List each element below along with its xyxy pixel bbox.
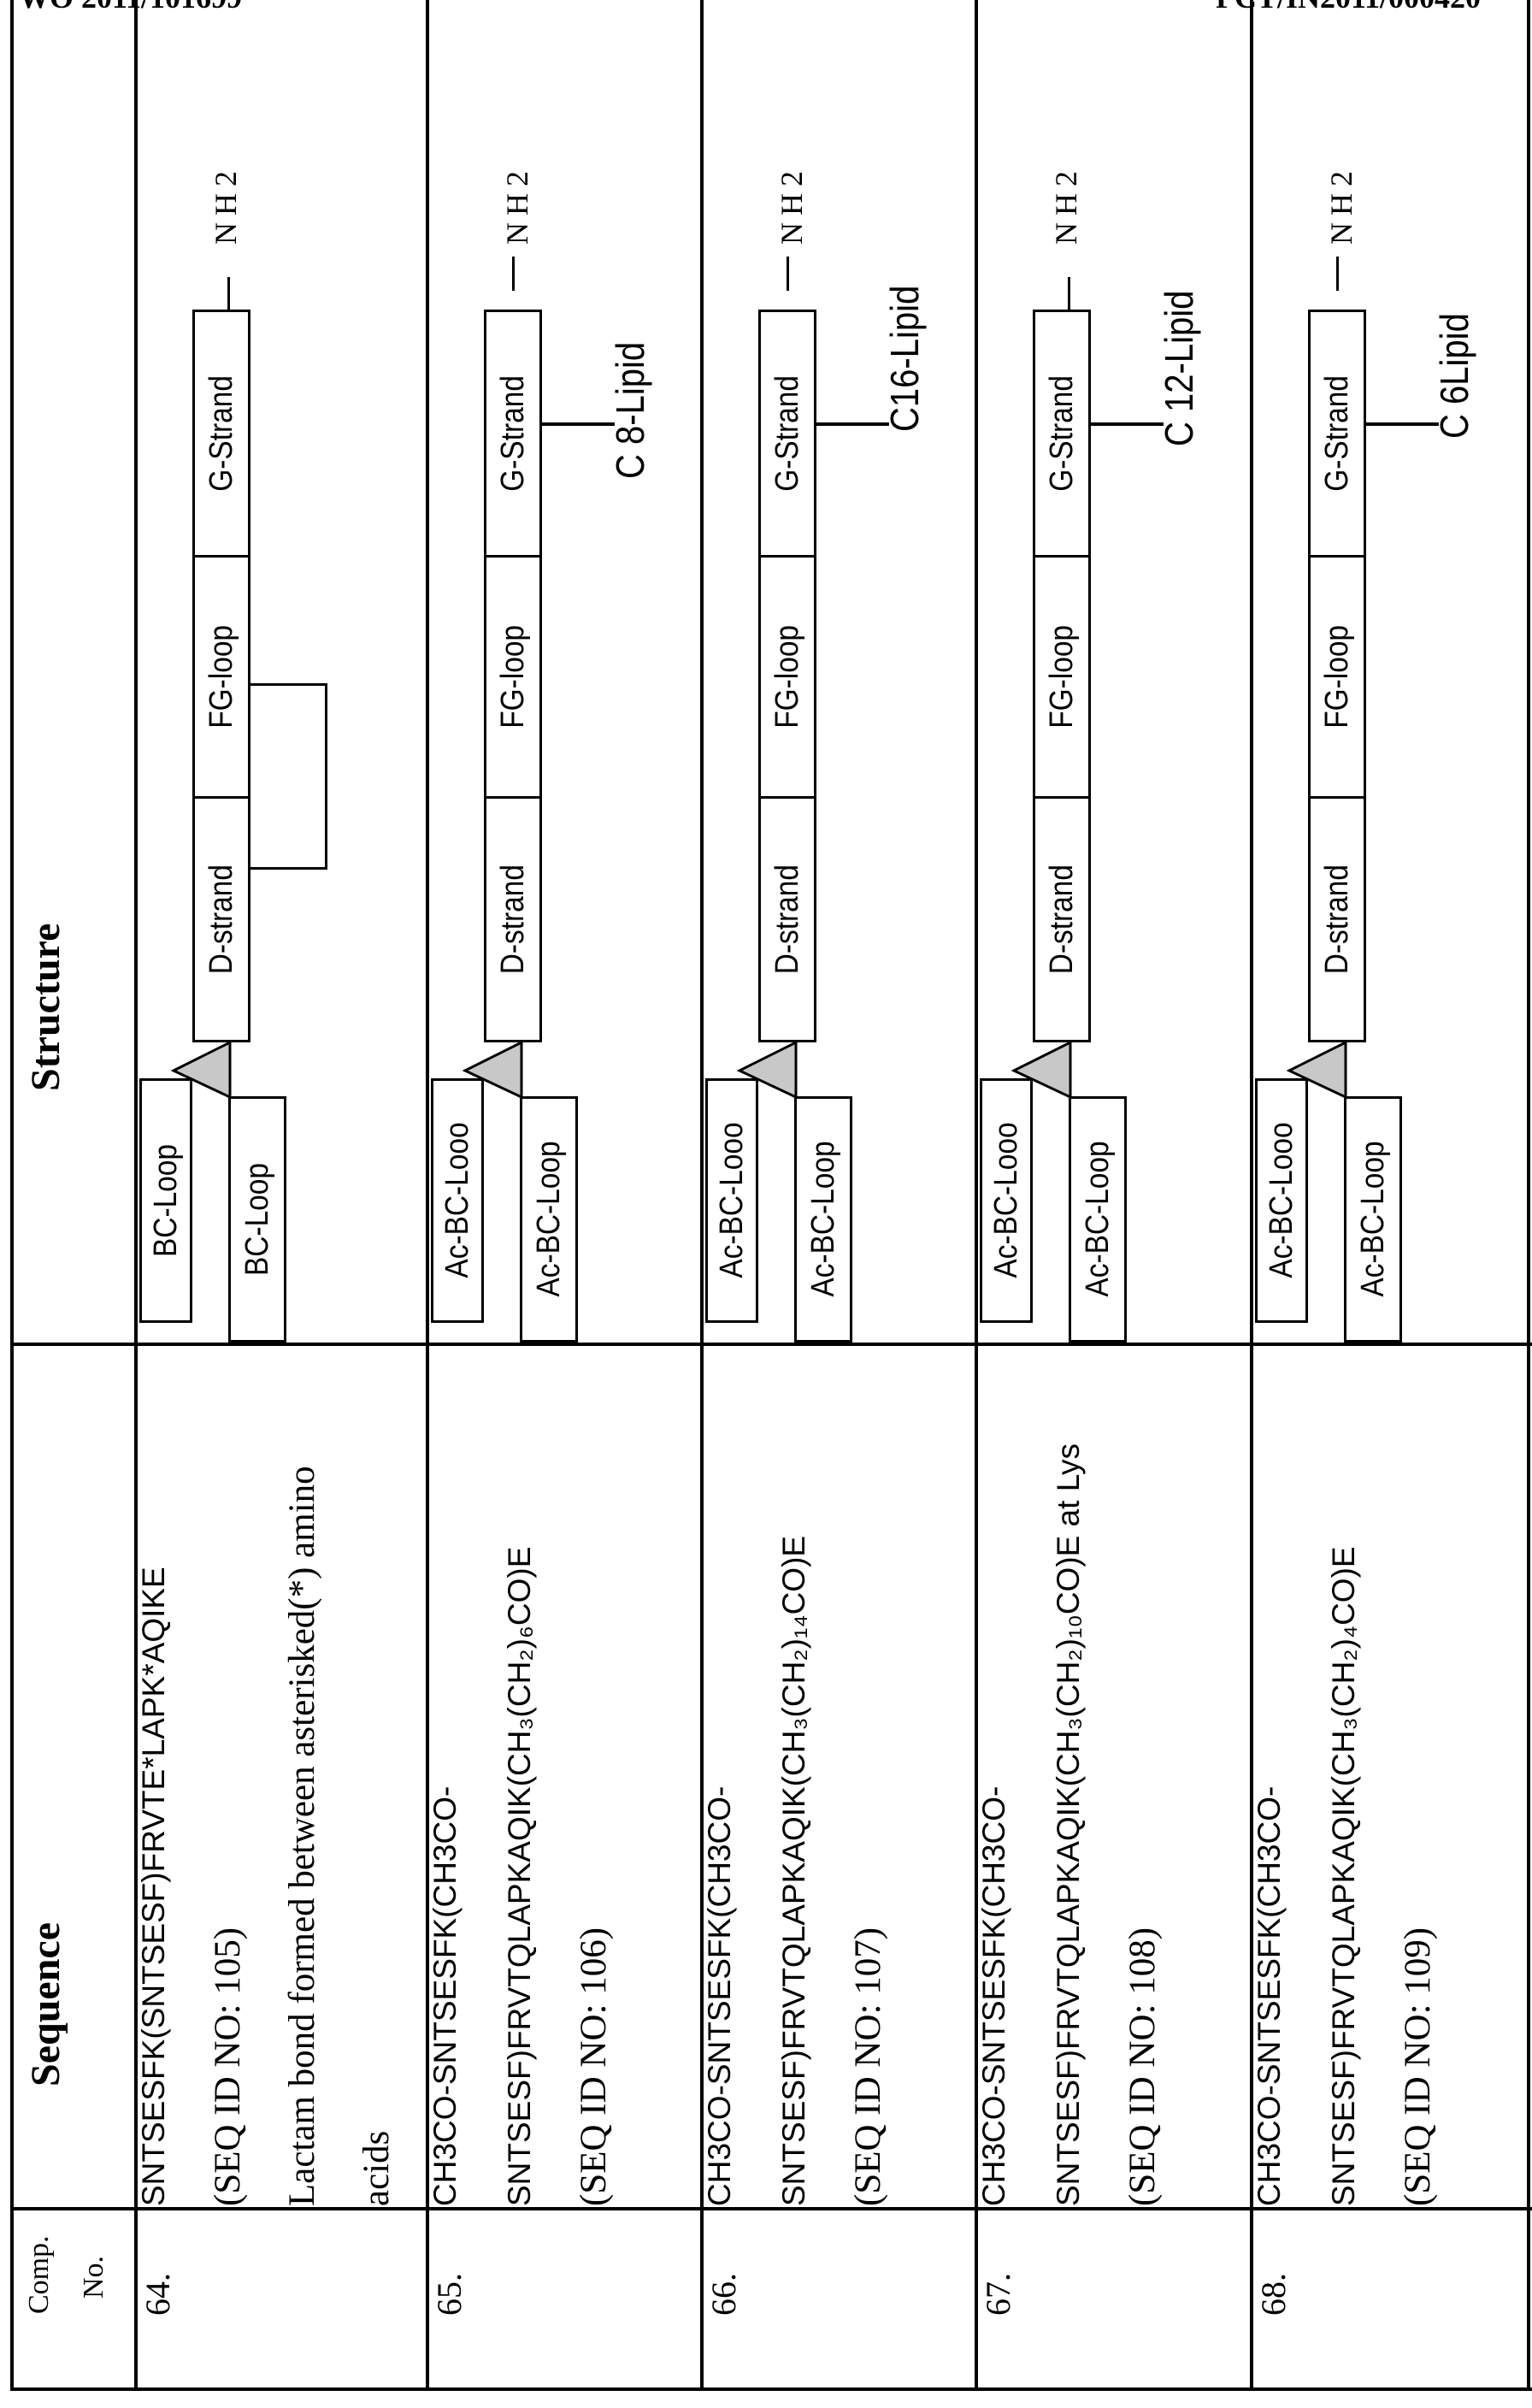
nh2-bond	[787, 257, 789, 291]
rotated-compound-table	[0, 0, 1532, 2408]
lipid-label: C 6Lipid	[1433, 313, 1476, 439]
linker-triangle-icon	[1009, 1040, 1072, 1100]
sequence-line: CH3CO-SNTSESFK(CH3CO-	[425, 1786, 466, 2206]
sequence-note: Lactam bond formed between asterisked(*) amino	[282, 1466, 323, 2206]
fg-loop-box-label: FG-loop	[1044, 625, 1081, 729]
lipid-bond	[1090, 422, 1164, 426]
sequence-note: acids	[356, 2131, 398, 2206]
lipid-bond	[541, 422, 615, 426]
d-strand-box-label: D-strand	[1044, 865, 1081, 974]
g-strand-box	[192, 310, 250, 558]
fg-loop-box	[484, 555, 542, 799]
fg-loop-box-label: FG-loop	[769, 625, 806, 729]
g-strand-box	[1033, 310, 1091, 558]
lipid-label: C 12-Lipid	[1158, 291, 1200, 446]
seq-id: (SEQ ID NO: 109)	[1398, 1927, 1439, 2206]
d-strand-box-label: D-strand	[495, 865, 532, 974]
compound-number: 65.	[429, 2273, 470, 2316]
sequence-line: SNTSESF)FRVTQLAPKAQIK(CH₃(CH₂)₁₄CO)E	[774, 1536, 815, 2206]
linker-triangle-shape	[1289, 1042, 1346, 1097]
nh2-bond	[512, 257, 515, 291]
linker-triangle-shape	[739, 1042, 796, 1097]
nh2-bond	[1068, 277, 1070, 311]
table-row	[976, 0, 1252, 2408]
c-terminal-amide: NH2	[499, 164, 535, 245]
table-row	[427, 0, 702, 2408]
fg-loop-box-label: FG-loop	[203, 625, 240, 729]
g-strand-box-label: G-Strand	[1044, 375, 1081, 492]
fg-loop-box-label: FG-loop	[495, 625, 532, 729]
bc-loop-box-1	[1255, 1078, 1308, 1323]
d-strand-box	[1308, 796, 1366, 1042]
fg-loop-box-label: FG-loop	[1319, 625, 1356, 729]
seq-id: (SEQ ID NO: 107)	[848, 1927, 889, 2206]
table-border	[10, 0, 14, 2391]
lipid-label: C16-Lipid	[883, 286, 926, 432]
sequence-line: SNTSESFK(SNTSESF)FRVTE*LAPK*AQIKE	[133, 1567, 174, 2206]
lipid-label: C 8-Lipid	[609, 342, 651, 479]
lipid-bond	[816, 422, 889, 426]
bc-loop-box-2-label: BC-Loop	[239, 1163, 276, 1276]
c-terminal-amide: NH2	[1323, 164, 1359, 245]
linker-triangle-shape	[465, 1042, 521, 1097]
bc-loop-box-2	[520, 1096, 578, 1343]
sequence-line: SNTSESF)FRVTQLAPKAQIK(CH₃(CH₂)₆CO)E	[499, 1547, 540, 2206]
c-terminal-amide: NH2	[208, 164, 244, 245]
g-strand-box-label: G-Strand	[495, 375, 532, 492]
bc-loop-box-2	[228, 1096, 286, 1343]
linker-triangle-icon	[460, 1040, 523, 1100]
nh2-bond	[227, 277, 230, 311]
d-strand-box	[484, 796, 542, 1042]
bc-loop-box-1-label: Ac-BC-Looo	[988, 1123, 1025, 1278]
bc-loop-box-1	[139, 1078, 192, 1323]
lipid-bond	[1365, 422, 1439, 426]
bc-loop-box-1-label: Ac-BC-Looo	[439, 1123, 476, 1278]
g-strand-box-label: G-Strand	[1319, 375, 1356, 492]
linker-triangle-icon	[734, 1040, 798, 1100]
linker-triangle-shape	[1014, 1042, 1070, 1097]
sequence-line: CH3CO-SNTSESFK(CH3CO-	[974, 1786, 1015, 2206]
sequence-line: CH3CO-SNTSESFK(CH3CO-	[699, 1786, 740, 2206]
linker-triangle-icon	[168, 1040, 232, 1100]
compound-number: 64.	[138, 2273, 179, 2316]
bc-loop-box-2-label: Ac-BC-Loop	[531, 1142, 568, 1297]
seq-id: (SEQ ID NO: 106)	[574, 1927, 615, 2206]
compound-number: 68.	[1253, 2273, 1294, 2316]
d-strand-box-label: D-strand	[769, 865, 806, 974]
bc-loop-box-2-label: Ac-BC-Loop	[1355, 1142, 1392, 1297]
bc-loop-box-1-label: Ac-BC-Looo	[1264, 1123, 1300, 1278]
d-strand-box	[192, 796, 250, 1042]
d-strand-box-label: D-strand	[1319, 865, 1356, 974]
fg-loop-box	[192, 555, 250, 799]
d-strand-box	[1033, 796, 1091, 1042]
d-strand-box	[758, 796, 816, 1042]
bc-loop-box-1	[705, 1078, 758, 1323]
seq-id: (SEQ ID NO: 105)	[208, 1927, 249, 2206]
c-terminal-amide: NH2	[774, 164, 810, 245]
compound-number: 66.	[704, 2273, 745, 2316]
d-strand-box-label: D-strand	[203, 865, 240, 974]
header-comp: Comp.	[22, 2235, 56, 2314]
seq-id: (SEQ ID NO: 108)	[1122, 1927, 1164, 2206]
bc-loop-box-2	[1069, 1096, 1127, 1343]
header-no: No.	[77, 2256, 111, 2299]
fg-loop-box	[1308, 555, 1366, 799]
bc-loop-box-1-label: Ac-BC-Looo	[714, 1123, 751, 1278]
bc-loop-box-2-label: Ac-BC-Loop	[1080, 1142, 1117, 1297]
g-strand-box	[1308, 310, 1366, 558]
bc-loop-box-2	[1344, 1096, 1402, 1343]
sequence-line: CH3CO-SNTSESFK(CH3CO-	[1249, 1786, 1290, 2206]
bc-loop-box-1	[980, 1078, 1033, 1323]
c-terminal-amide: NH2	[1048, 164, 1084, 245]
g-strand-box-label: G-Strand	[203, 375, 240, 492]
bc-loop-box-1	[431, 1078, 484, 1323]
fg-loop-box	[758, 555, 816, 799]
table-row	[1252, 0, 1529, 2408]
g-strand-box	[484, 310, 542, 558]
linker-triangle-shape	[174, 1042, 230, 1097]
header-structure: Structure	[22, 924, 70, 1091]
bc-loop-box-2	[794, 1096, 852, 1343]
linker-triangle-icon	[1284, 1040, 1347, 1100]
bc-loop-box-1-label: BC-Loop	[148, 1144, 185, 1257]
lactam-bridge	[249, 683, 327, 870]
sequence-line: SNTSESF)FRVTQLAPKAQIK(CH₃(CH₂)₁₀CO)E at Lys	[1048, 1443, 1089, 2206]
header-sequence: Sequence	[22, 1922, 70, 2086]
fg-loop-box	[1033, 555, 1091, 799]
compound-number: 67.	[978, 2273, 1019, 2316]
g-strand-box	[758, 310, 816, 558]
sequence-line: SNTSESF)FRVTQLAPKAQIK(CH₃(CH₂)₄CO)E	[1323, 1546, 1364, 2206]
table-row	[702, 0, 976, 2408]
bc-loop-box-2-label: Ac-BC-Loop	[805, 1142, 842, 1297]
table-row	[136, 0, 427, 2408]
g-strand-box-label: G-Strand	[769, 375, 806, 492]
nh2-bond	[1336, 257, 1339, 291]
